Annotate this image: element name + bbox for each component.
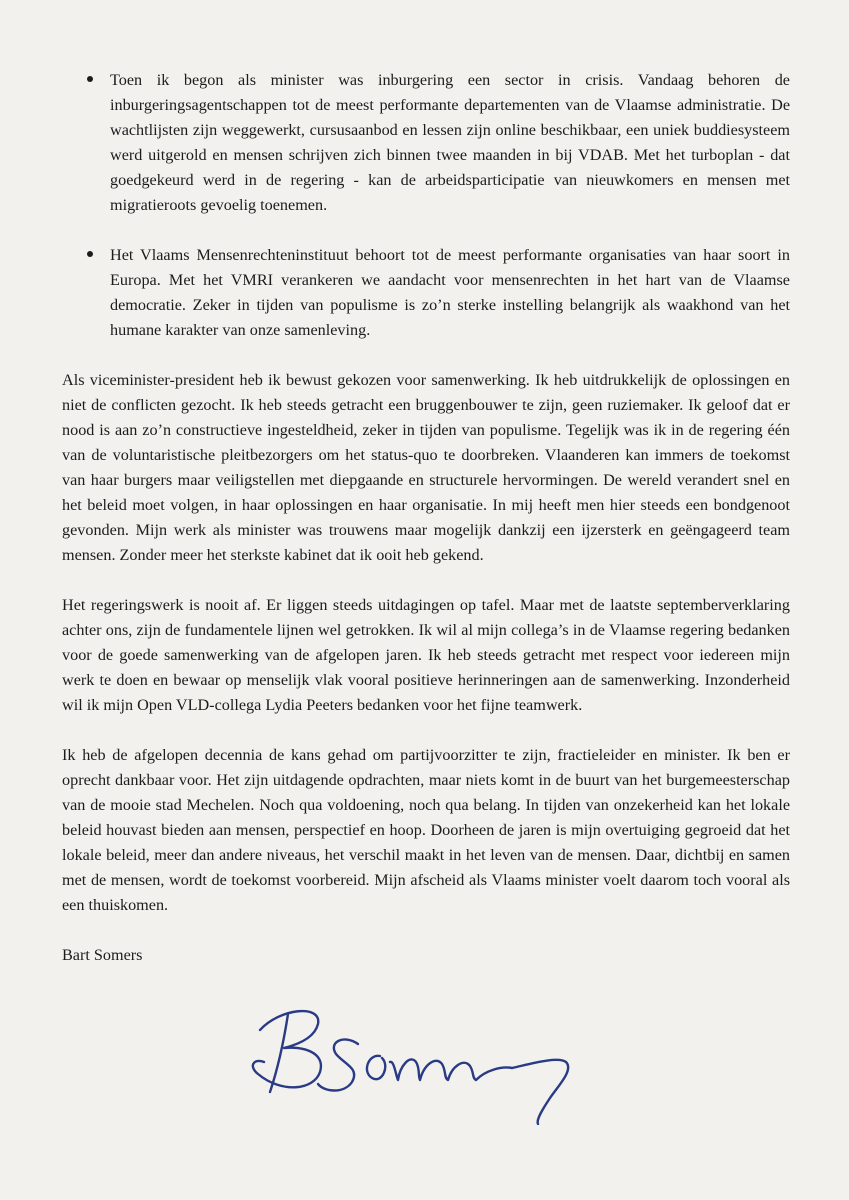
paragraph: Het regeringswerk is nooit af. Er liggen steeds uitdagingen op tafel. Maar met de laatste septemberverklaring achter ons, zijn de fundamentele lijnen wel getrokken. Ik wil al mijn collega’s in de Vlaamse regering bedanken voor de goede samenwerking van de afgelopen jaren. Ik heb steeds getracht met respect voor iedereen mijn werk te doen en bewaar op menselijk vlak vooral positieve herinneringen aan de samenwerking. Inzonderheid wil ik mijn Open VLD-collega Lydia Peeters bedanken voor het fijne teamwerk. (62, 596, 790, 714)
list-item (62, 243, 790, 343)
signoff-name: Bart Somers (62, 946, 143, 964)
bullet-text: Het Vlaams Mensenrechteninstituut behoort tot de meest performante organisaties van haar soort in Europa. Met het VMRI verankeren we aandacht voor mensenrechten in het hart van de Vlaamse democratie. Zeker in tijden van populisme is zo’n sterke instelling belangrijk als waakhond van het humane karakter van onze samenleving. (110, 246, 790, 339)
bullet-text: Toen ik begon als minister was inburgering een sector in crisis. Vandaag behoren de inburgeringsagentschappen tot de meest performante departementen van de Vlaamse administratie. De wachtlijsten zijn weggewerkt, cursusaanbod en lessen zijn online beschikbaar, een uniek buddiesysteem werd uitgerold en mensen schrijven zich binnen twee maanden in bij VDAB. Met het turboplan - dat goedgekeurd werd in de regering - kan de arbeidsparticipatie van nieuwkomers en mensen met migratieroots gevoelig toenemen. (110, 71, 790, 214)
letter-page (62, 68, 790, 968)
achievements-list (62, 68, 790, 343)
bullet-icon (87, 76, 93, 82)
bullet-icon (87, 251, 93, 257)
paragraph: Ik heb de afgelopen decennia de kans gehad om partijvoorzitter te zijn, fractieleider en minister. Ik ben er oprecht dankbaar voor. Het zijn uitdagende opdrachten, maar niets komt in de buurt van het burgemeesterschap van de mooie stad Mechelen. Noch qua voldoening, noch qua belang. In tijden van onzekerheid kan het lokale beleid houvast bieden aan mensen, perspectief en hoop. Doorheen de jaren is mijn overtuiging gegroeid dat het lokale beleid, meer dan andere niveaus, het verschil maakt in het leven van de mensen. Daar, dichtbij en samen met de mensen, wordt de toekomst voorbereid. Mijn afscheid als Vlaams minister voelt daarom toch vooral als een thuiskomen. (62, 746, 790, 914)
handwritten-signature (240, 1000, 580, 1125)
list-item (62, 68, 790, 218)
paragraph: Als viceminister-president heb ik bewust gekozen voor samenwerking. Ik heb uitdrukkelijk de oplossingen en niet de conflicten gezocht. Ik heb steeds getracht een bruggenbouwer te zijn, geen ruziemaker. Ik geloof dat er nood is aan zo’n constructieve ingesteldheid, zeker in tijden van populisme. Tegelijk was ik in de regering één van de voluntaristische pleitbezorgers om het status-quo te doorbreken. Vlaanderen kan immers de toekomst van haar burgers maar veiligstellen met diepgaande en structurele hervormingen. De wereld verandert snel en het beleid moet volgen, in haar oplossingen en haar organisatie. In mij heeft men hier steeds een bondgenoot gevonden. Mijn werk als minister was trouwens maar mogelijk dankzij een ijzersterk en geëngageerd team mensen. Zonder meer het sterkste kabinet dat ik ooit heb gekend. (62, 371, 790, 564)
